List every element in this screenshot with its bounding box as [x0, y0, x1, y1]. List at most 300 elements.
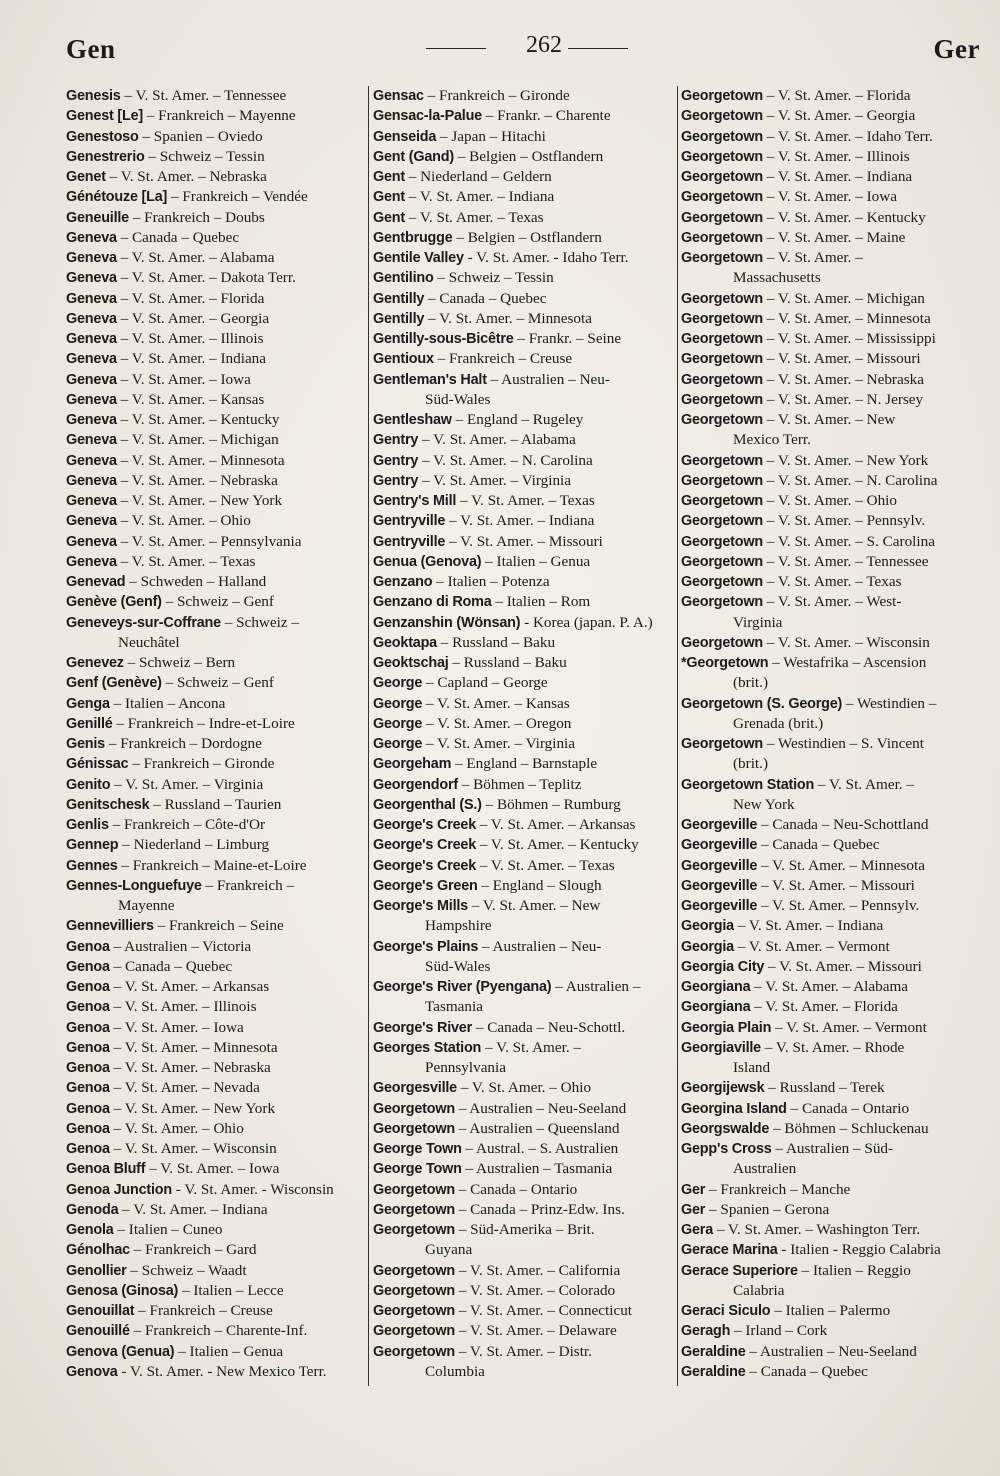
entry-continuation: Grenada (brit.)	[733, 714, 824, 732]
entry-location: – V. St. Amer. –	[814, 775, 914, 793]
entry	[373, 86, 673, 106]
entry-headword: Georgetown	[681, 250, 763, 266]
entry-headword: Genoa	[66, 1100, 110, 1117]
entry	[373, 1200, 673, 1220]
entry-headword: Gensac-la-Palue	[373, 108, 482, 125]
entry-location: – V. St. Amer. – Delaware	[454, 1322, 617, 1340]
entry-location: – Russland – Baku	[436, 633, 556, 651]
entry-headword: Genoa	[66, 1019, 110, 1036]
entry-location: – V. St. Amer. – Indiana	[445, 512, 595, 530]
entry-location: – V. St. Amer. – Texas	[116, 552, 256, 570]
entry	[373, 613, 673, 633]
entry-location: – Italien – Genua	[174, 1342, 284, 1360]
entry-location: – England – Slough	[477, 876, 602, 894]
entry-headword: Genseida	[373, 128, 437, 145]
entry-location: – Frankreich –	[201, 876, 295, 894]
entry-location: – Frankr. – Seine	[513, 330, 622, 347]
entry	[681, 856, 986, 876]
entry-location: – Australien – Neu-Seeland	[745, 1342, 917, 1360]
entry-location: – V. St. Amer. – Distr.	[454, 1342, 592, 1360]
entry	[681, 1240, 986, 1260]
entry	[373, 1301, 673, 1321]
entry-headword: Geoktapa	[373, 634, 437, 651]
entry-location: – Frankreich – Maine-et-Loire	[117, 856, 307, 874]
entry	[373, 673, 673, 693]
entry	[373, 349, 673, 369]
entry-location: – V. St. Amer. – Indiana	[733, 917, 884, 935]
entry-location: – Australien –	[551, 978, 641, 995]
entry-location: – V. St. Amer. – Arkansas	[109, 978, 270, 995]
entry-location: – Frankreich – Gironde	[423, 87, 570, 104]
entry-headword: Georgetown	[373, 1100, 455, 1117]
entry	[373, 734, 673, 754]
entry	[373, 1139, 673, 1159]
entry	[66, 167, 362, 187]
column-2	[373, 86, 673, 1396]
entry-location: – Schweiz – Genf	[161, 674, 274, 692]
entry-headword: Georgetown	[373, 1222, 455, 1238]
entry-location: – England – Rugeley	[451, 411, 584, 428]
entry-headword: George Town	[373, 1141, 462, 1157]
entry-location: – Japan – Hitachi	[436, 127, 546, 145]
entry	[681, 592, 986, 633]
entry	[681, 1099, 986, 1119]
entry	[373, 896, 673, 937]
entry-headword: Georgetown	[373, 1120, 455, 1137]
entry-continuation: Australien	[733, 1160, 797, 1178]
entry-headword: Gentbrugge	[373, 229, 453, 246]
entry-location: - V. St. Amer. - New Mexico Terr.	[117, 1362, 327, 1380]
entry-headword: Georgenthal (S.)	[373, 796, 482, 813]
entry-headword: Geneva	[66, 250, 117, 266]
column-divider	[677, 86, 678, 1386]
entry	[66, 430, 362, 450]
entry-headword: Genouillat	[66, 1303, 135, 1319]
entry-headword: Georgetown	[681, 391, 763, 408]
entry-headword: Georgeham	[373, 756, 452, 773]
entry-headword: Georgetown	[373, 1343, 455, 1360]
entry	[66, 1180, 362, 1200]
entry	[66, 86, 362, 106]
entry-headword: George's Creek	[373, 817, 477, 833]
entry-location: – V. St. Amer. – Dakota Terr.	[116, 269, 296, 287]
entry-headword: George Town	[373, 1161, 462, 1178]
entry	[681, 1139, 986, 1180]
entry-headword: Gentry's Mill	[373, 493, 457, 509]
entry-headword: Georgiana	[681, 999, 751, 1016]
entry	[681, 775, 986, 816]
entry	[66, 289, 362, 309]
entry-headword: Geneva	[66, 513, 117, 530]
entry	[66, 1220, 362, 1240]
entry	[66, 835, 362, 855]
entry	[66, 1200, 362, 1220]
entry-continuation: Island	[733, 1059, 771, 1076]
entry	[373, 329, 673, 349]
entry-headword: Gentry	[373, 472, 419, 489]
entry-headword: Georgetown	[681, 594, 763, 611]
entry-location: – V. St. Amer. – Kansas	[116, 390, 265, 408]
entry	[373, 370, 673, 411]
entry-location: – V. St. Amer. – Indiana	[116, 350, 267, 368]
entry-headword: Georgesville	[373, 1080, 457, 1097]
entry-headword: Georgetown	[681, 209, 763, 226]
entry	[681, 208, 986, 228]
entry-headword: Gerace Superiore	[681, 1262, 798, 1279]
entry	[66, 1099, 362, 1119]
entry	[681, 572, 986, 592]
entry	[681, 86, 986, 106]
entry	[373, 471, 673, 491]
entry	[373, 937, 673, 978]
entry	[66, 714, 362, 734]
entry	[681, 957, 986, 977]
entry-location: – Russland – Taurien	[149, 795, 282, 813]
header-rule-right	[568, 48, 628, 49]
entry-location: – Niederland – Limburg	[118, 836, 270, 854]
entry-headword: Genevad	[66, 574, 126, 590]
entry	[66, 916, 362, 936]
entry	[373, 187, 673, 207]
entry	[681, 734, 986, 775]
entry-headword: Genosa (Ginosa)	[66, 1282, 179, 1299]
entry	[681, 370, 986, 390]
entry-headword: Gerace Marina	[681, 1242, 778, 1259]
entry-location: – Canada – Quebec	[745, 1362, 868, 1380]
entry	[66, 532, 362, 552]
entry-headword: Genillé	[66, 715, 113, 732]
entry-headword: Genestoso	[66, 128, 139, 145]
entry-location: – V. St. Amer. – Missouri	[757, 876, 915, 894]
entry	[681, 349, 986, 369]
entry-location: – Irland – Cork	[730, 1322, 828, 1340]
entry-location: – V. St. Amer. –	[762, 249, 863, 266]
entry	[373, 228, 673, 248]
entry	[66, 1321, 362, 1341]
entry-location: – Italien – Palermo	[770, 1302, 891, 1319]
entry-headword: George's Green	[373, 877, 478, 894]
entry-continuation: Massachusetts	[733, 269, 821, 287]
entry	[681, 289, 986, 309]
entry	[373, 127, 673, 147]
entry-location: – V. St. Amer. – Missouri	[764, 957, 922, 975]
entry	[373, 552, 673, 572]
entry	[373, 1119, 673, 1139]
entry-location: – V. St. Amer. – Nebraska	[105, 168, 267, 185]
entry	[66, 106, 362, 126]
entry	[373, 876, 673, 896]
entry-headword: Georgetown	[681, 553, 763, 570]
entry-headword: Georgetown	[681, 452, 763, 469]
entry	[373, 147, 673, 167]
entry	[66, 451, 362, 471]
entry-headword: Genet	[66, 169, 106, 185]
column-1	[66, 86, 362, 1396]
entry	[681, 471, 986, 491]
entry	[66, 552, 362, 572]
entry-headword: Gent	[373, 169, 405, 185]
entry	[681, 694, 986, 735]
entry	[66, 309, 362, 329]
entry	[66, 876, 362, 917]
entry-headword: Geneva	[66, 331, 117, 347]
entry-location: – Schweden – Halland	[125, 573, 267, 590]
entry-headword: Georgia Plain	[681, 1019, 772, 1036]
entry-headword: Genest [Le]	[66, 108, 143, 125]
entry	[66, 471, 362, 491]
entry-location: – Australien – Tasmania	[461, 1160, 613, 1178]
entry-headword: George's Creek	[373, 857, 477, 874]
entry-location: – V. St. Amer. – New	[762, 411, 896, 428]
entry-headword: Georgetown	[681, 169, 763, 185]
entry	[681, 1321, 986, 1341]
entry-continuation: Guyana	[425, 1241, 473, 1259]
entry-headword: Genouillé	[66, 1323, 130, 1340]
entry-location: – Canada – Ontario	[786, 1099, 910, 1117]
entry-headword: Georgeville	[681, 817, 758, 833]
entry-location: – Westafrika – Ascension	[768, 654, 927, 671]
entry-location: – Spanien – Gerona	[705, 1200, 830, 1218]
entry-location: – Frankreich – Gironde	[128, 755, 275, 773]
entry-headword: George's Mills	[373, 898, 468, 914]
entry	[66, 390, 362, 410]
entry	[373, 795, 673, 815]
entry-location: – Süd-Amerika – Brit.	[454, 1221, 595, 1238]
entry-location: – Australien – Queensland	[454, 1119, 620, 1137]
entry	[373, 835, 673, 855]
entry-headword: George's Plains	[373, 938, 479, 955]
entry-headword: Gentleshaw	[373, 412, 452, 428]
entry-location: – V. St. Amer. – Illinois	[762, 147, 910, 165]
entry-headword: Genis	[66, 736, 105, 752]
entry-headword: Georgetown	[373, 1181, 455, 1198]
entry-location: – V. St. Amer. – Alabama	[418, 431, 576, 449]
entry-headword: Georgetown	[681, 533, 763, 550]
entry-location: – V. St. Amer. – New York	[109, 1099, 276, 1117]
entry-headword: Georgetown	[681, 736, 763, 752]
entry	[66, 208, 362, 228]
entry-headword: Genga	[66, 695, 110, 712]
column-divider	[368, 86, 369, 1386]
entry	[681, 329, 986, 349]
entry-location: – Belgien – Ostflandern	[453, 147, 604, 165]
entry	[373, 430, 673, 450]
entry-headword: Geneva	[66, 493, 117, 509]
entry-headword: Genoa	[66, 1141, 110, 1157]
page-number: 262	[526, 32, 562, 58]
entry-location: – V. St. Amer. – Wisconsin	[762, 633, 930, 651]
entry	[373, 977, 673, 1018]
entry-location: – V. St. Amer. – Iowa	[762, 188, 897, 206]
entry-location: – Canada – Quebec	[424, 289, 547, 307]
entry	[681, 1362, 986, 1382]
entry-headword: Geneva	[66, 270, 117, 287]
entry	[373, 1342, 673, 1383]
entry-headword: Geneva	[66, 290, 117, 307]
page-header	[62, 30, 980, 70]
entry	[681, 309, 986, 329]
entry-headword: Gent (Gand)	[373, 148, 454, 165]
entry-headword: Georgetown	[681, 148, 763, 165]
entry	[681, 1220, 986, 1240]
header-left-catchword: Gen	[66, 34, 116, 64]
entry-location: – Frankreich – Vendée	[167, 188, 308, 206]
entry-headword: George's River (Pyengana)	[373, 979, 552, 995]
entry-headword: Genoa Bluff	[66, 1161, 146, 1178]
entry	[66, 957, 362, 977]
entry-headword: George	[373, 715, 423, 732]
entry-location: – Westindien – S. Vincent	[762, 735, 924, 752]
entry	[681, 815, 986, 835]
entry-headword: Gentile Valley	[373, 250, 464, 266]
entry-headword: Gentryville	[373, 533, 446, 550]
entry-location: – V. St. Amer. – Nevada	[109, 1079, 260, 1097]
entry	[681, 1342, 986, 1362]
entry	[66, 694, 362, 714]
entry-headword: Genollier	[66, 1262, 127, 1279]
entry-location: – V. St. Amer. – Tennessee	[120, 87, 287, 104]
entry-location: – Böhmen – Rumburg	[481, 795, 621, 813]
entry	[681, 127, 986, 147]
entry	[373, 410, 673, 430]
entry-location: – V. St. Amer. – Kentucky	[116, 411, 280, 428]
entry-headword: Georgeville	[681, 857, 758, 874]
entry	[681, 1038, 986, 1079]
entry-location: – Frankreich – Mayenne	[142, 107, 296, 125]
columns	[62, 86, 984, 1396]
entry-headword: Georgetown	[681, 513, 763, 530]
entry-headword: Geoktschaj	[373, 655, 449, 671]
entry-location: – England – Barnstaple	[451, 755, 598, 773]
entry-location: – V. St. Amer. – Minnesota	[109, 1038, 278, 1056]
entry-headword: Geragh	[681, 1323, 731, 1340]
entry	[373, 1018, 673, 1038]
entry-location: – V. St. Amer. – Florida	[116, 289, 265, 307]
entry	[373, 633, 673, 653]
entry-location: – V. St. Amer. – Texas	[762, 573, 902, 590]
entry	[373, 491, 673, 511]
entry-headword: Georgetown	[681, 229, 763, 246]
entry-headword: Georgetown	[681, 472, 763, 489]
entry-headword: Genestrerio	[66, 148, 145, 165]
entry	[681, 228, 986, 248]
entry	[66, 1159, 362, 1179]
entry	[373, 451, 673, 471]
entry-headword: Genoa	[66, 1060, 110, 1076]
entry-headword: Genoa	[66, 1120, 110, 1137]
entry-location: – V. St. Amer. – N. Jersey	[762, 390, 924, 408]
entry	[66, 349, 362, 369]
entry-location: – V. St. Amer. – Michigan	[116, 431, 279, 449]
entry-continuation: Columbia	[425, 1362, 485, 1380]
entry-location: – V. St. Amer. – Virginia	[418, 471, 571, 489]
entry-location: – Schweiz – Waadt	[126, 1261, 247, 1279]
entry	[373, 1159, 673, 1179]
entry	[66, 1038, 362, 1058]
entry	[681, 1018, 986, 1038]
entry-location: – V. St. Amer. – Iowa	[116, 370, 251, 388]
entry	[681, 147, 986, 167]
entry-location: – Italien – Ancona	[109, 694, 226, 712]
entry	[373, 815, 673, 835]
entry-headword: Gera	[681, 1222, 714, 1238]
entry-location: – V. St. Amer. – Iowa	[145, 1160, 280, 1178]
entry-location: – V. St. Amer. – Georgia	[116, 309, 270, 327]
entry-headword: Gentleman's Halt	[373, 371, 487, 388]
entry	[681, 491, 986, 511]
entry	[681, 532, 986, 552]
entry	[373, 1180, 673, 1200]
entry-location: – V. St. Amer. – Maine	[762, 228, 906, 246]
entry-continuation: (brit.)	[733, 755, 769, 773]
entry-location: – Russland – Terek	[764, 1079, 885, 1097]
entry-headword: *Georgetown	[681, 655, 769, 671]
entry-headword: Georgetown	[681, 412, 763, 428]
entry-location: – Russland – Baku	[448, 654, 567, 671]
entry-location: – V. St. Amer. – Vermont	[733, 937, 890, 955]
entry	[66, 329, 362, 349]
entry-headword: Georgetown (S. George)	[681, 695, 843, 712]
entry-location: – Canada – Neu-Schottland	[757, 816, 929, 833]
entry-location: – Schweiz – Tessin	[144, 147, 265, 165]
entry-headword: Georgiana	[681, 979, 751, 995]
entry-headword: Gentioux	[373, 351, 434, 368]
entry-headword: Genova (Genua)	[66, 1343, 175, 1360]
entry-headword: Gennes-Longuefuye	[66, 877, 202, 894]
entry	[373, 289, 673, 309]
entry	[66, 410, 362, 430]
entry-location: – V. St. Amer. – Ohio	[457, 1079, 592, 1097]
entry-headword: Georgetown	[681, 128, 763, 145]
entry-headword: Ger	[681, 1201, 706, 1218]
entry	[66, 370, 362, 390]
entry-headword: Geraldine	[681, 1343, 746, 1360]
entry-location: – V. St. Amer. – New York	[116, 492, 283, 509]
entry	[681, 876, 986, 896]
entry-headword: Georgeville	[681, 877, 758, 894]
entry-headword: Georgina Island	[681, 1100, 787, 1117]
entry-headword: Georgetown	[681, 108, 763, 125]
entry	[681, 248, 986, 289]
entry-continuation: Mayenne	[118, 897, 175, 914]
entry-location: – V. St. Amer. – Tennessee	[762, 552, 929, 570]
entry	[66, 1078, 362, 1098]
entry-headword: Geraci Siculo	[681, 1303, 771, 1319]
entry-headword: Georgia City	[681, 958, 765, 975]
entry-location: – Schweiz – Genf	[161, 593, 274, 611]
entry-location: – V. St. Amer. – N. Carolina	[762, 471, 938, 489]
entry-headword: Genf (Genève)	[66, 675, 162, 692]
entry	[66, 127, 362, 147]
entry-headword: Genzano	[373, 574, 433, 590]
entry-headword: Georgiaville	[681, 1039, 761, 1056]
entry	[66, 734, 362, 754]
entry-headword: Genoa	[66, 1039, 110, 1056]
entry-location: – V. St. Amer. – Texas	[456, 492, 595, 509]
entry	[373, 268, 673, 288]
entry	[681, 835, 986, 855]
entry-location: – V. St. Amer. – Ohio	[116, 512, 251, 530]
entry-location: – Frankreich – Gard	[129, 1241, 257, 1259]
entry-location: – Canada – Quebec	[116, 228, 240, 246]
entry-location: – V. St. Amer. – Iowa	[109, 1018, 244, 1036]
entry-headword: Georgetown	[373, 1303, 455, 1319]
entry-location: – V. St. Amer. – Washington Terr.	[713, 1221, 921, 1238]
entry	[373, 309, 673, 329]
entry-headword: Georgetown	[681, 493, 763, 509]
entry-headword: Georgijewsk	[681, 1080, 765, 1097]
entry-location: – Böhmen – Teplitz	[457, 775, 582, 793]
